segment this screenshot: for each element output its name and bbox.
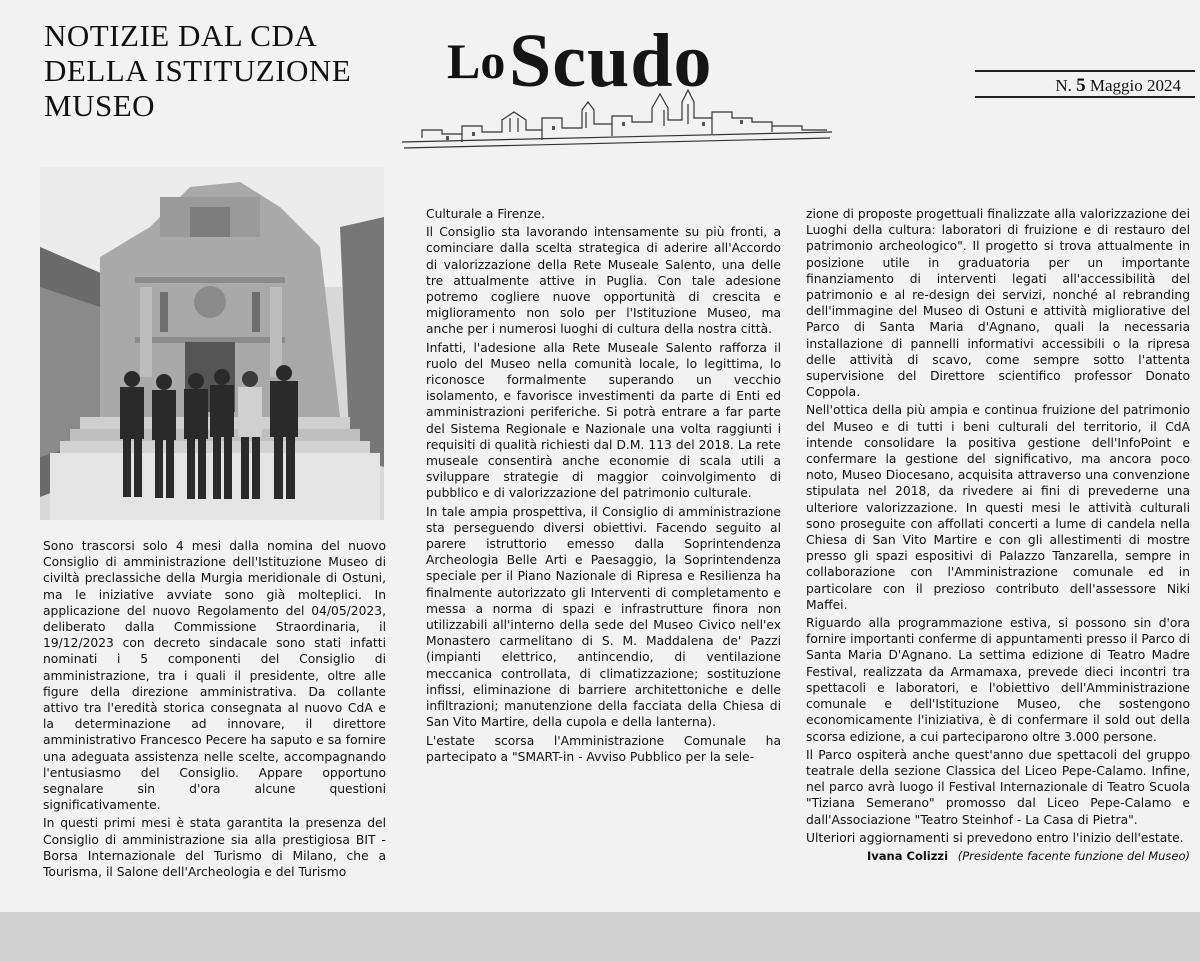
page-bottom-edge — [0, 912, 1200, 961]
masthead-lo: Lo — [447, 33, 506, 89]
issue-info — [975, 70, 1195, 98]
signature-role: (Presidente facente funzione del Museo) — [957, 848, 1190, 863]
article-column-2 — [426, 206, 781, 767]
article-paragraph: Culturale a Firenze. — [426, 207, 546, 221]
article-paragraph: Sono trascorsi solo 4 mesi dalla nomina del nuovo Consiglio di amministrazione dell'Istituzione Museo di civiltà preclassiche della Murgia meridionale di Ostuni, ma le iniziative avviate sono già molteplici. In applicazione del nuovo Regolamento del 04/05/2023, deliberato dalla Commissione Straordinaria, il 19/12/2023 con decreto sindacale sono stati infatti nominati i 5 componenti del Consiglio di amministrazione, tra i quali il presidente, oltre alle figure della direzione amministrativa. Da collante attivo tra l'eredità storica consegnata al nuovo CdA e la determinazione ad innovare, il direttore amministrativo Francesco Pecere ha saputo e sa fornire una adeguata assistenza nelle scelte, accompagnando l'entusiasmo del Consiglio. Appare opportuno segnalare sin d'ora alcune questioni significativamente. — [43, 539, 386, 813]
article-paragraph: Nell'ottica della più ampia e continua fruizione del patrimonio del Museo e di tutti i beni culturali del territorio, il CdA intende consolidare la positiva gestione dell'InfoPoint e confermare la gestione del significativo, ma ancora poco noto, Museo Diocesano, acquisita attraverso una convenzione stipulata nel 2018, da rivedere ai fini di prevederne una ulteriore valorizzazione. In questi mesi le attività culturali sono proseguite con affollati concerti a lume di candela nella Chiesa di San Vito Martire e con gli allestimenti di mostre presso gli spazi espositivi di Palazzo Tanzarella, sempre in collaborazione con l'Amministrazione comunale ed in particolare con il prezioso contributo dell'assessore Niki Maffei. — [806, 403, 1190, 612]
issue-prefix: N. — [1055, 76, 1072, 95]
article-paragraph: Il Parco ospiterà anche quest'anno due spettacoli del gruppo teatrale della sezione Classica del Liceo Pepe-Calamo. Infine, nel parco avrà luogo il Festival Internazionale di Teatro Scuola "Tiziana Semerano" promosso dal Liceo Pepe-Calamo e dall'Associazione "Teatro Steinhof - La Casa di Pietra". — [806, 747, 1190, 827]
signature-name: Ivana Colizzi — [867, 848, 949, 863]
article-paragraph: Infatti, l'adesione alla Rete Museale Salento rafforza il ruolo del Museo nella comunità locale, lo legittima, lo riconosce formalmente superando un vecchio isolamento, e favorisce investimenti da parte di Enti ed amministrazioni periferiche. Si potrà entrare a far parte del Sistema Regionale e Nazionale una volta raggiunti i requisiti di qualità richiesti dal D.M. 113 del 2018. La rete museale consentirà anche economie di scala utili a sviluppare strategie di maggior coinvolgimento di pubblico e di valorizzazione del patrimonio culturale. — [426, 340, 781, 501]
issue-number: 5 — [1076, 75, 1086, 96]
issue-date: Maggio 2024 — [1089, 76, 1181, 95]
section-title: NOTIZIE DAL CDA DELLA ISTITUZIONE MUSEO — [44, 18, 352, 123]
article-paragraph: In questi primi mesi è stata garantita la presenza del Consiglio di amministrazione sia alla prestigiosa BIT - Borsa Internazionale del Turismo di Milano, che a Tourisma, il Salone dell'Archeologia e del Turismo — [43, 816, 386, 880]
masthead-logo — [402, 14, 832, 154]
article-paragraph: Ulteriori aggiornamenti si prevedono entro l'inizio dell'estate. — [806, 830, 1184, 845]
masthead-scudo: Scudo — [509, 19, 713, 103]
church-group-photo — [40, 167, 384, 520]
article-column-1 — [43, 538, 386, 882]
article-paragraph: Riguardo alla programmazione estiva, si possono sin d'ora fornire importanti conferme di appuntamenti presso il Parco di Santa Maria D'Agnano. La settima edizione di Teatro Madre Festival, realizzata da Armamaxa, prevede dieci incontri tra spettacoli e laboratori, e l'obiettivo dell'Amministrazione comunale e dell'Istituzione Museo, che sostengono economicamente l'iniziativa, è di confermare il sold out della scorsa edizione, a cui parteciparono oltre 3.000 persone. — [806, 616, 1190, 744]
article-paragraph: In tale ampia prospettiva, il Consiglio di amministrazione sta perseguendo diversi obiettivi. Facendo seguito al parere istruttorio emesso dalla Soprintendenza Archeologia Belle Arti e Paesaggio, la Soprintendenza speciale per il Piano Nazionale di Ripresa e Resilienza ha finalmente autorizzato gli Interventi di completamento e messa a norma di spazi e infrastrutture finora non utilizzabili all'interno della sede del Museo Civico nell'ex Monastero carmelitano di S. M. Maddalena de' Pazzi (impianti elettrico, antincendio, di ventilazione meccanica controllata, di climatizzazione; sostituzione infissi, eliminazione di barriere architettoniche e delle infiltrazioni; manutenzione della facciata della Chiesa di San Vito Martire, della cupola e della lanterna). — [426, 504, 781, 730]
article-paragraph: Il Consiglio sta lavorando intensamente su più fronti, a cominciare dalla scelta strategica di aderire all'Accordo di valorizzazione della Rete Museale Salento, una delle tre attualmente attive in Puglia. Con tale adesione potremo cogliere nuove opportunità di crescita e miglioramento non solo per l'Istituzione Museo, ma anche per i numerosi luoghi di cultura della nostra città. — [426, 225, 781, 337]
article-column-3 — [806, 206, 1190, 864]
article-paragraph: L'estate scorsa l'Amministrazione Comunale ha partecipato a "SMART-in - Avviso Pubblico per la sele- — [426, 733, 781, 764]
article-paragraph: zione di proposte progettuali finalizzate alla valorizzazione dei Luoghi della cultura: laboratori di fruizione e di restauro del patrimonio archeologico". Il progetto si trova attualmente in posizione utile in graduatoria per un importante finanziamento di interventi legati all'accessibilità del patrimonio e al re-design dei servizi, nonché al rebranding dell'immagine del Museo di Ostuni e attività migliorative del Parco di Santa Maria d'Agnano, quali la necessaria installazione di pannelli informativi accessibili o la ripresa delle attività di scavo, come sempre sotto l'attenta supervisione del Direttore scientifico professor Donato Coppola. — [806, 207, 1190, 400]
signature — [806, 848, 1190, 864]
